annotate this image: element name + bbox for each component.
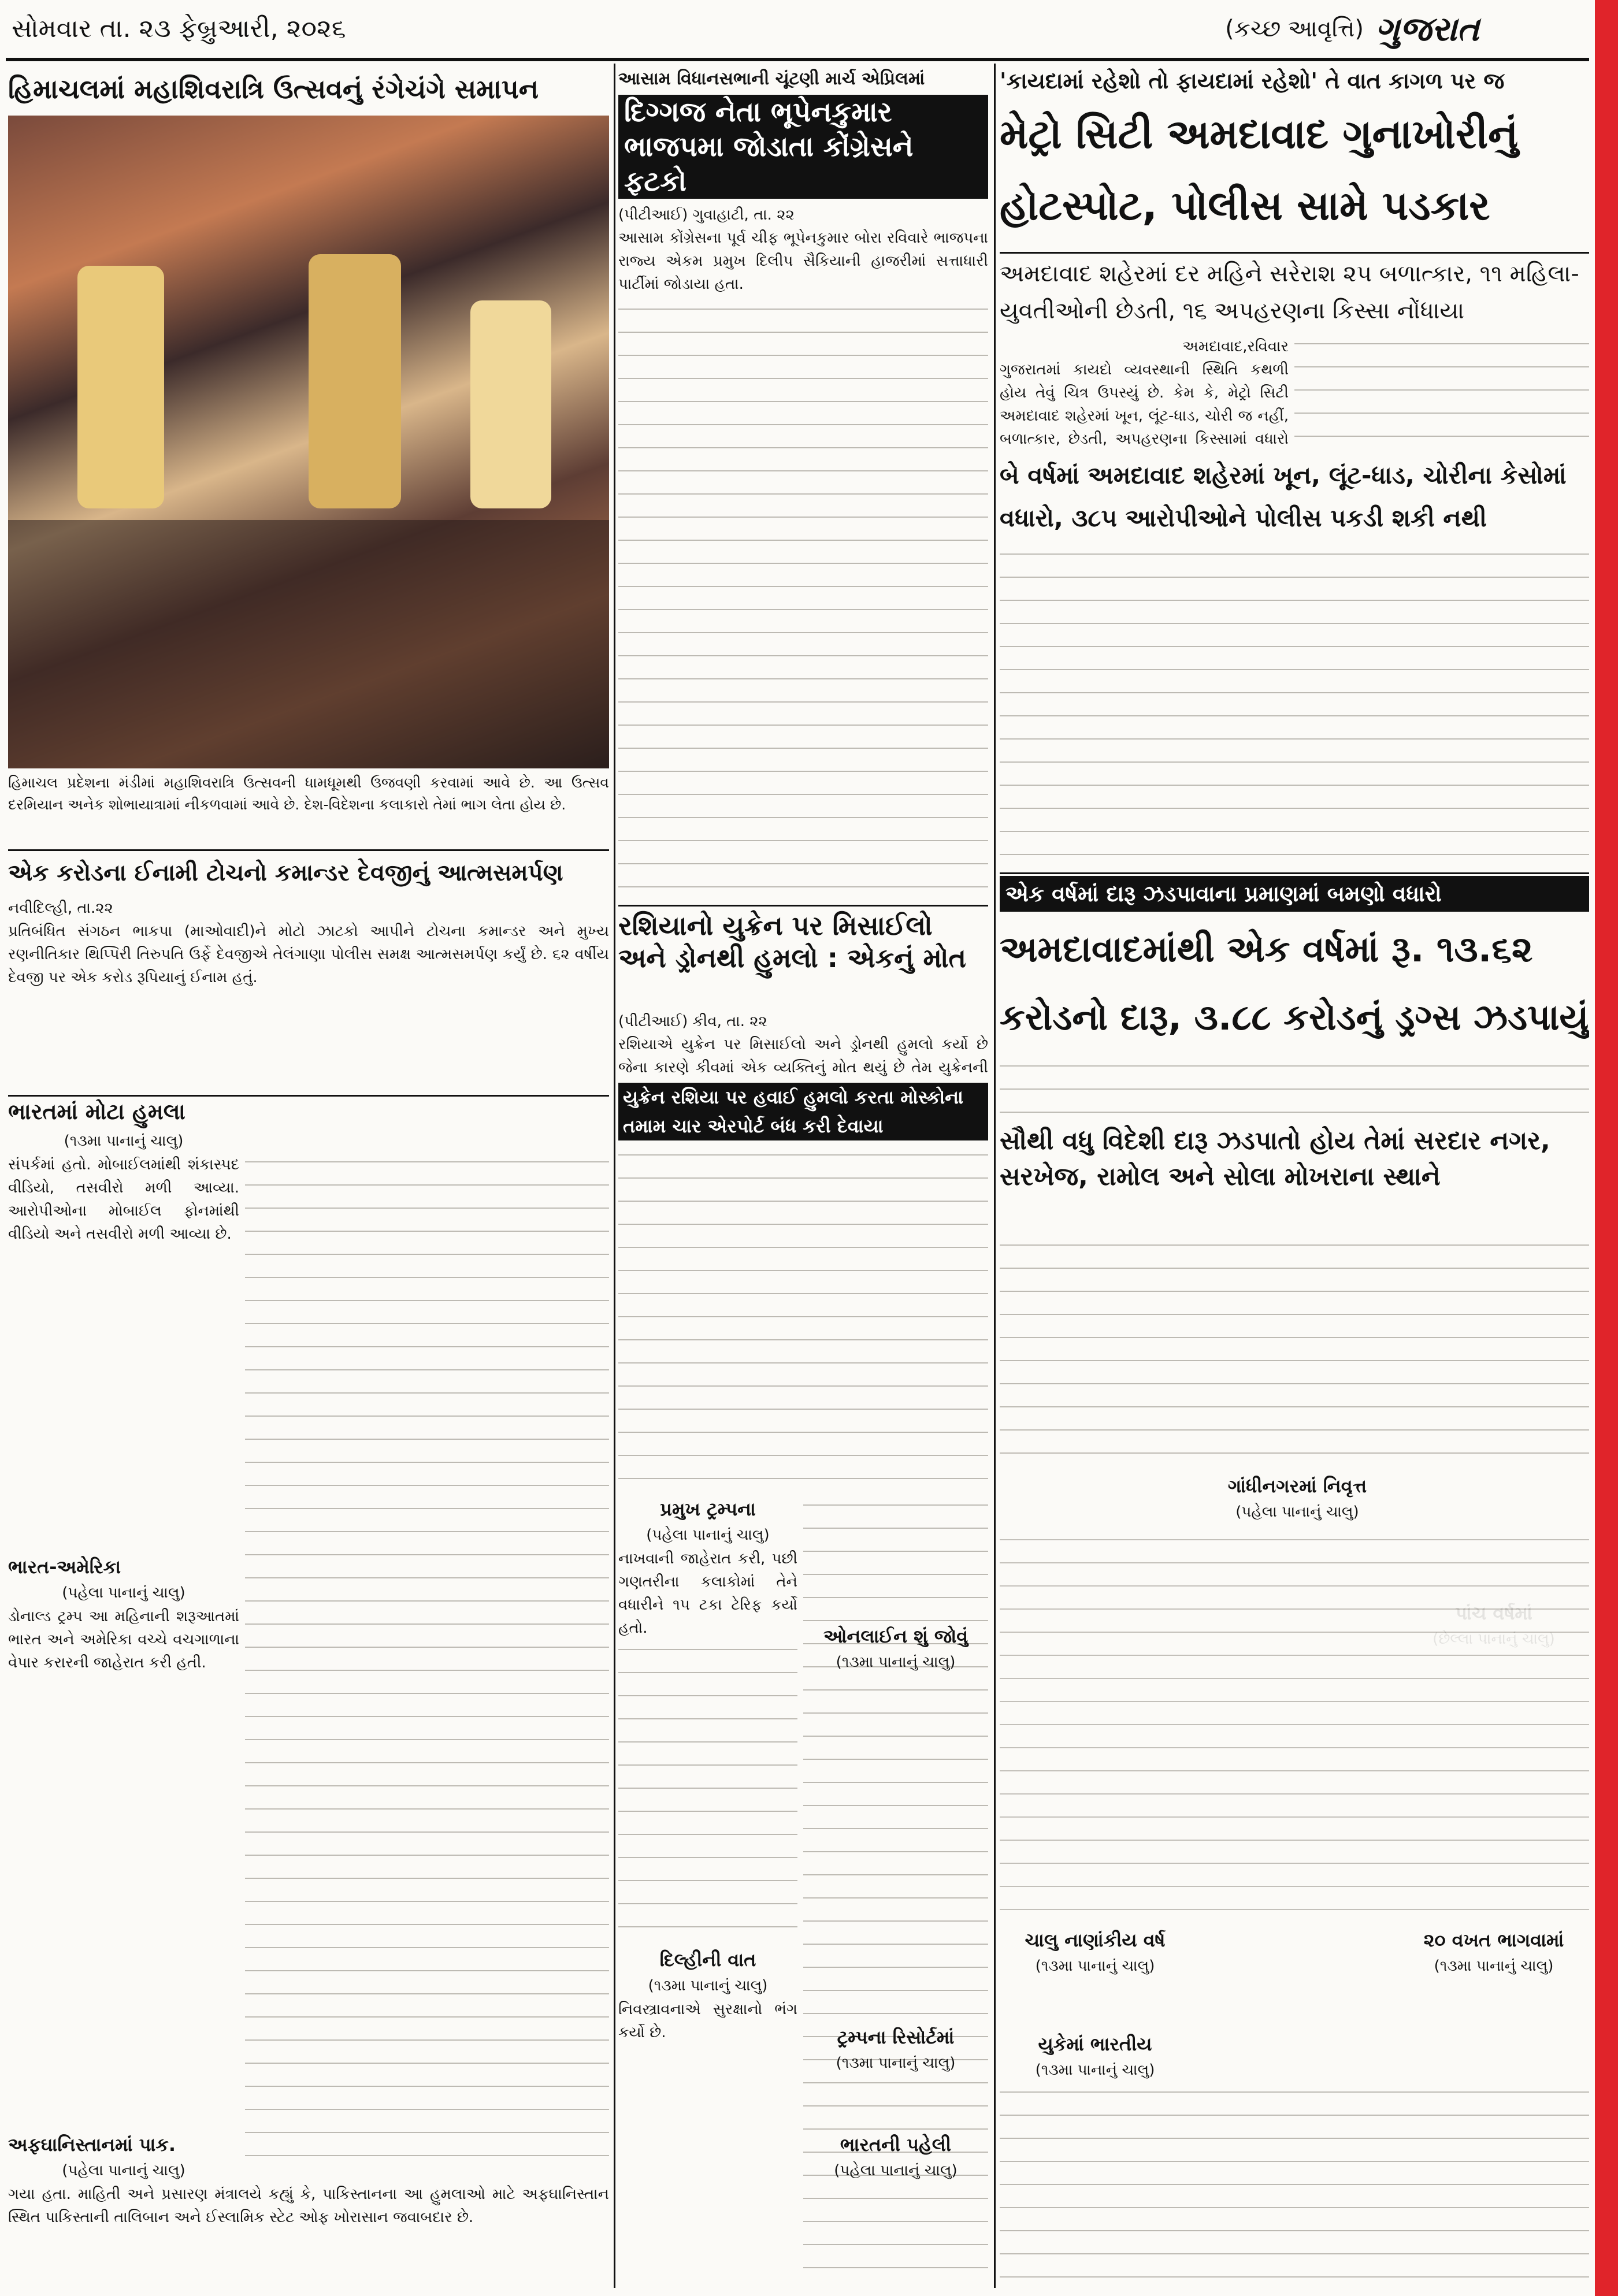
attacks-headline: ભારતમાં મોટા હુમલા bbox=[8, 1099, 185, 1124]
russia-dateline: (પીટીઆઈ) કીવ, તા. ૨૨ bbox=[618, 1013, 767, 1030]
body-text-lines bbox=[1000, 545, 1589, 869]
russia-headline: રશિયાનો યુક્રેન પર મિસાઈલો અને ડ્રોનથી હુમલો : એકનું મોત bbox=[618, 910, 966, 974]
uk-indian-continued: (૧૩મા પાનાનું ચાલુ) bbox=[1035, 2061, 1155, 2079]
trump-headline: પ્રમુખ ટ્રમ્પના bbox=[660, 1498, 756, 1520]
afghanistan-continued: (પહેલા પાનાનું ચાલુ) bbox=[62, 2162, 185, 2179]
india-us-continued: (પહેલા પાનાનું ચાલુ) bbox=[62, 1584, 185, 1602]
section-rule bbox=[1000, 872, 1589, 874]
afghanistan-body: ગયા હતા. માહિતી અને પ્રસારણ મંત્રાલયે કહ્યું કે, પાકિસ્તાનના આ હુમલાઓ માટે અફઘાનિસ્તાન સ્થિત પાકિસ્તાની તાલિબાન અને ઈસ્લામિક સ્ટેટ ઓફ ખોરાસાન જવાબદાર છે. bbox=[8, 2186, 609, 2226]
crime-increase-headline: બે વર્ષમાં અમદાવાદ શહેરમાં ખૂન, લૂંટ-ધાડ, ચોરીના કેસોમાં વધારો, ૩૮૫ આરોપીઓને પોલીસ પકડી શકી નથી bbox=[1000, 461, 1567, 532]
body-text-lines bbox=[1000, 1531, 1589, 1924]
twenty-times-continued: (૧૩મા પાનાનું ચાલુ) bbox=[1434, 1957, 1554, 1975]
ahmedabad-dateline: અમદાવાદ,રવિવાર bbox=[1182, 338, 1289, 355]
liquor-subhead: સૌથી વધુ વિદેશી દારૂ ઝડપાતો હોય તેમાં સરદાર નગર, સરખેજ, રામોલ અને સોલા મોખરાના સ્થાને bbox=[1000, 1126, 1550, 1191]
header-rule bbox=[6, 58, 1589, 61]
india-us-headline: ભારત-અમેરિકા bbox=[8, 1556, 121, 1578]
fiscal-year-continued: (૧૩મા પાનાનું ચાલુ) bbox=[1035, 1957, 1155, 1975]
liquor-headline: અમદાવાદમાંથી એક વર્ષમાં રૂ. ૧૩.૬૨ કરોડનો દારૂ, ૩.૮૮ કરોડનું ડ્રગ્સ ઝડપાયું bbox=[1000, 928, 1589, 1038]
himachal-headline: હિમાચલમાં મહાશિવરાત્રિ ઉત્સવનું રંગેચંગે સમાપન bbox=[8, 73, 539, 105]
trump-continued: (પહેલા પાનાનું ચાલુ) bbox=[646, 1526, 770, 1544]
column-divider bbox=[994, 64, 996, 2288]
devji-dateline: નવીદિલ્હી, તા.૨૨ bbox=[8, 900, 113, 917]
delhi-headline: દિલ્હીની વાત bbox=[659, 1949, 756, 1971]
afghanistan-headline: અફઘાનિસ્તાનમાં પાક. bbox=[8, 2134, 176, 2156]
section-rule bbox=[1000, 252, 1589, 254]
assam-dateline: (પીટીઆઈ) ગુવાહાટી, તા. ૨૨ bbox=[618, 206, 795, 224]
online-continued: (૧૩મા પાનાનું ચાલુ) bbox=[836, 1654, 956, 1671]
masthead-brand: ગુજરાત bbox=[1375, 9, 1479, 49]
body-text-lines bbox=[1000, 1236, 1589, 1467]
delhi-continued: (૧૩મા પાનાનું ચાલુ) bbox=[648, 1977, 768, 1994]
gandhinagar-headline: ગાંધીનગરમાં નિવૃત્ત bbox=[1227, 1475, 1367, 1497]
attacks-continued: (૧૩મા પાનાનું ચાલુ) bbox=[64, 1132, 184, 1150]
festival-photo bbox=[8, 116, 609, 768]
body-text-lines bbox=[1000, 2083, 1589, 2291]
india-first-continued: (પહેલા પાનાનું ચાલુ) bbox=[834, 2162, 958, 2179]
india-us-body: ડોનાલ્ડ ટ્રમ્પ આ મહિનાની શરૂઆતમાં ભારત અને અમેરિકા વચ્ચે વચગાળાના વેપાર કરારની જાહેરાત કરી હતી. bbox=[8, 1608, 239, 1671]
ahmedabad-body: ગુજરાતમાં કાયદો વ્યવસ્થાની સ્થિતિ કથળી હોય તેવું ચિત્ર ઉપસ્યું છે. કેમ કે, મેટ્રો સિટી અમદાવાદ શહેરમાં ખૂન, લૂંટ-ધાડ, ચોરી જ નહીં, બળાત્કાર, છેડતી, અપહરણના કિસ્સામાં વધારો bbox=[1000, 361, 1289, 448]
section-rule bbox=[618, 905, 988, 906]
devji-body: પ્રતિબંધિત સંગઠન ભાકપા (માઓવાદી)ને મોટો ઝાટકો આપીને ટોચના કમાન્ડર અને મુખ્ય રણનીતિકાર થિપ્પિરી તિરુપતિ ઉર્ફે દેવજીએ તેલંગાણા પોલીસ સમક્ષ આત્મસમર્પણ કર્યું છે. ૬૨ વર્ષીય દેવજી પર એક કરોડ રૂપિયાનું ઈનામ હતું. bbox=[8, 923, 609, 986]
india-first-headline: ભારતની પહેલી bbox=[840, 2134, 952, 2156]
attacks-body: સંપર્કમાં હતો. મોબાઈલમાંથી શંકાસ્પદ વીડિયો, તસવીરો મળી આવ્યા. આરોપીઓના મોબાઈલ ફોનમાંથી વીડિયો અને તસવીરો મળી આવ્યા છે. bbox=[8, 1156, 239, 1243]
issue-date: સોમવાર તા. ૨૩ ફેબ્રુઆરી, ૨૦૨૬ bbox=[12, 14, 346, 43]
fiscal-year-headline: ચાલુ નાણાંકીય વર્ષ bbox=[1025, 1929, 1166, 1951]
edge-color-bar bbox=[1595, 0, 1618, 2296]
liquor-kicker: એક વર્ષમાં દારૂ ઝડપાવાના પ્રમાણમાં બમણો વધારો bbox=[1000, 876, 1589, 912]
twenty-times-headline: ૨૦ વખત ભાગવામાં bbox=[1423, 1929, 1564, 1951]
ahmedabad-subhead: અમદાવાદ શહેરમાં દર મહિને સરેરાશ ૨૫ બળાત્કાર, ૧૧ મહિલા-યુવતીઓની છેડતી, ૧૬ અપહરણના કિસ્સા નોંધાયા bbox=[1000, 261, 1579, 324]
body-text-lines bbox=[618, 1641, 797, 1941]
ahmedabad-kicker: 'કાયદામાં રહેશો તો ફાયદામાં રહેશો' તે વાત કાગળ પર જ bbox=[1000, 68, 1505, 94]
russia-body: રશિયાએ યુક્રેન પર મિસાઈલો અને ડ્રોનથી હુમલો કર્યો છે જેના કારણે કીવમાં એક વ્યક્તિનું મોત થયું છે તેમ યુક્રેનની bbox=[618, 1036, 988, 1076]
section-rule bbox=[8, 849, 609, 851]
resort-continued: (૧૩મા પાનાનું ચાલુ) bbox=[836, 2054, 956, 2072]
body-text-lines bbox=[245, 1153, 609, 2176]
moscow-headline: યુક્રેન રશિયા પર હવાઈ હુમલો કરતા મોસ્કોના તમામ ચાર એરપોર્ટ બંધ કરી દેવાયા bbox=[618, 1083, 988, 1140]
uk-indian-headline: યુકેમાં ભારતીય bbox=[1038, 2033, 1152, 2055]
resort-headline: ટ્રમ્પના રિસોર્ટમાં bbox=[837, 2026, 955, 2048]
assam-headline: દિગ્ગજ નેતા ભૂપેનકુમાર ભાજપમા જોડાતા કોંગ્રેસને ફટકો bbox=[618, 95, 988, 199]
body-text-lines bbox=[618, 300, 988, 901]
edition-label: (કચ્છ આવૃત્તિ) bbox=[1225, 16, 1364, 42]
assam-kicker: આસામ વિધાનસભાની ચૂંટણી માર્ચ એપ્રિલમાં bbox=[618, 69, 925, 89]
body-text-lines bbox=[1294, 335, 1589, 451]
assam-body: આસામ કોંગ્રેસના પૂર્વ ચીફ ભૂપેનકુમાર બોરા રવિવારે ભાજપના રાજ્ય એકમ પ્રમુખ દિલીપ સૈકિયાની હાજરીમાં સત્તાધારી પાર્ટીમાં જોડાયા હતા. bbox=[618, 229, 988, 293]
delhi-body: નિવસ્ત્રાવનાએ સુરક્ષાનો ભંગ કર્યો છે. bbox=[618, 2001, 797, 2041]
body-text-lines bbox=[618, 1146, 988, 1487]
photo-caption: હિમાચલ પ્રદેશના મંડીમાં મહાશિવરાત્રિ ઉત્સવની ધામધૂમથી ઉજવણી કરવામાં આવે છે. આ ઉત્સવ દરમિયાન અનેક શોભાયાત્રામાં નીકળવામાં આવે છે. દેશ-વિદેશના કલાકારો તેમાં ભાગ લેતા હોય છે. bbox=[8, 774, 609, 813]
gandhinagar-continued: (પહેલા પાનાનું ચાલુ) bbox=[1235, 1503, 1359, 1521]
ahmedabad-headline: મેટ્રો સિટી અમદાવાદ ગુનાખોરીનું હોટસ્પોટ, પોલીસ સામે પડકાર bbox=[1000, 110, 1519, 229]
body-text-lines bbox=[1000, 1057, 1589, 1121]
trump-body: નાખવાની જાહેરાત કરી, પછી ગણતરીના કલાકોમાં તેને વધારીને ૧૫ ટકા ટેરિફ કર્યો હતો. bbox=[618, 1550, 797, 1637]
section-rule bbox=[8, 1095, 609, 1097]
devji-headline: એક કરોડના ઈનામી ટોચનો કમાન્ડર દેવજીનું આત્મસમર્પણ bbox=[8, 860, 563, 886]
online-headline: ઓનલાઈન શું જોવું bbox=[823, 1625, 968, 1647]
column-divider bbox=[614, 64, 615, 2288]
